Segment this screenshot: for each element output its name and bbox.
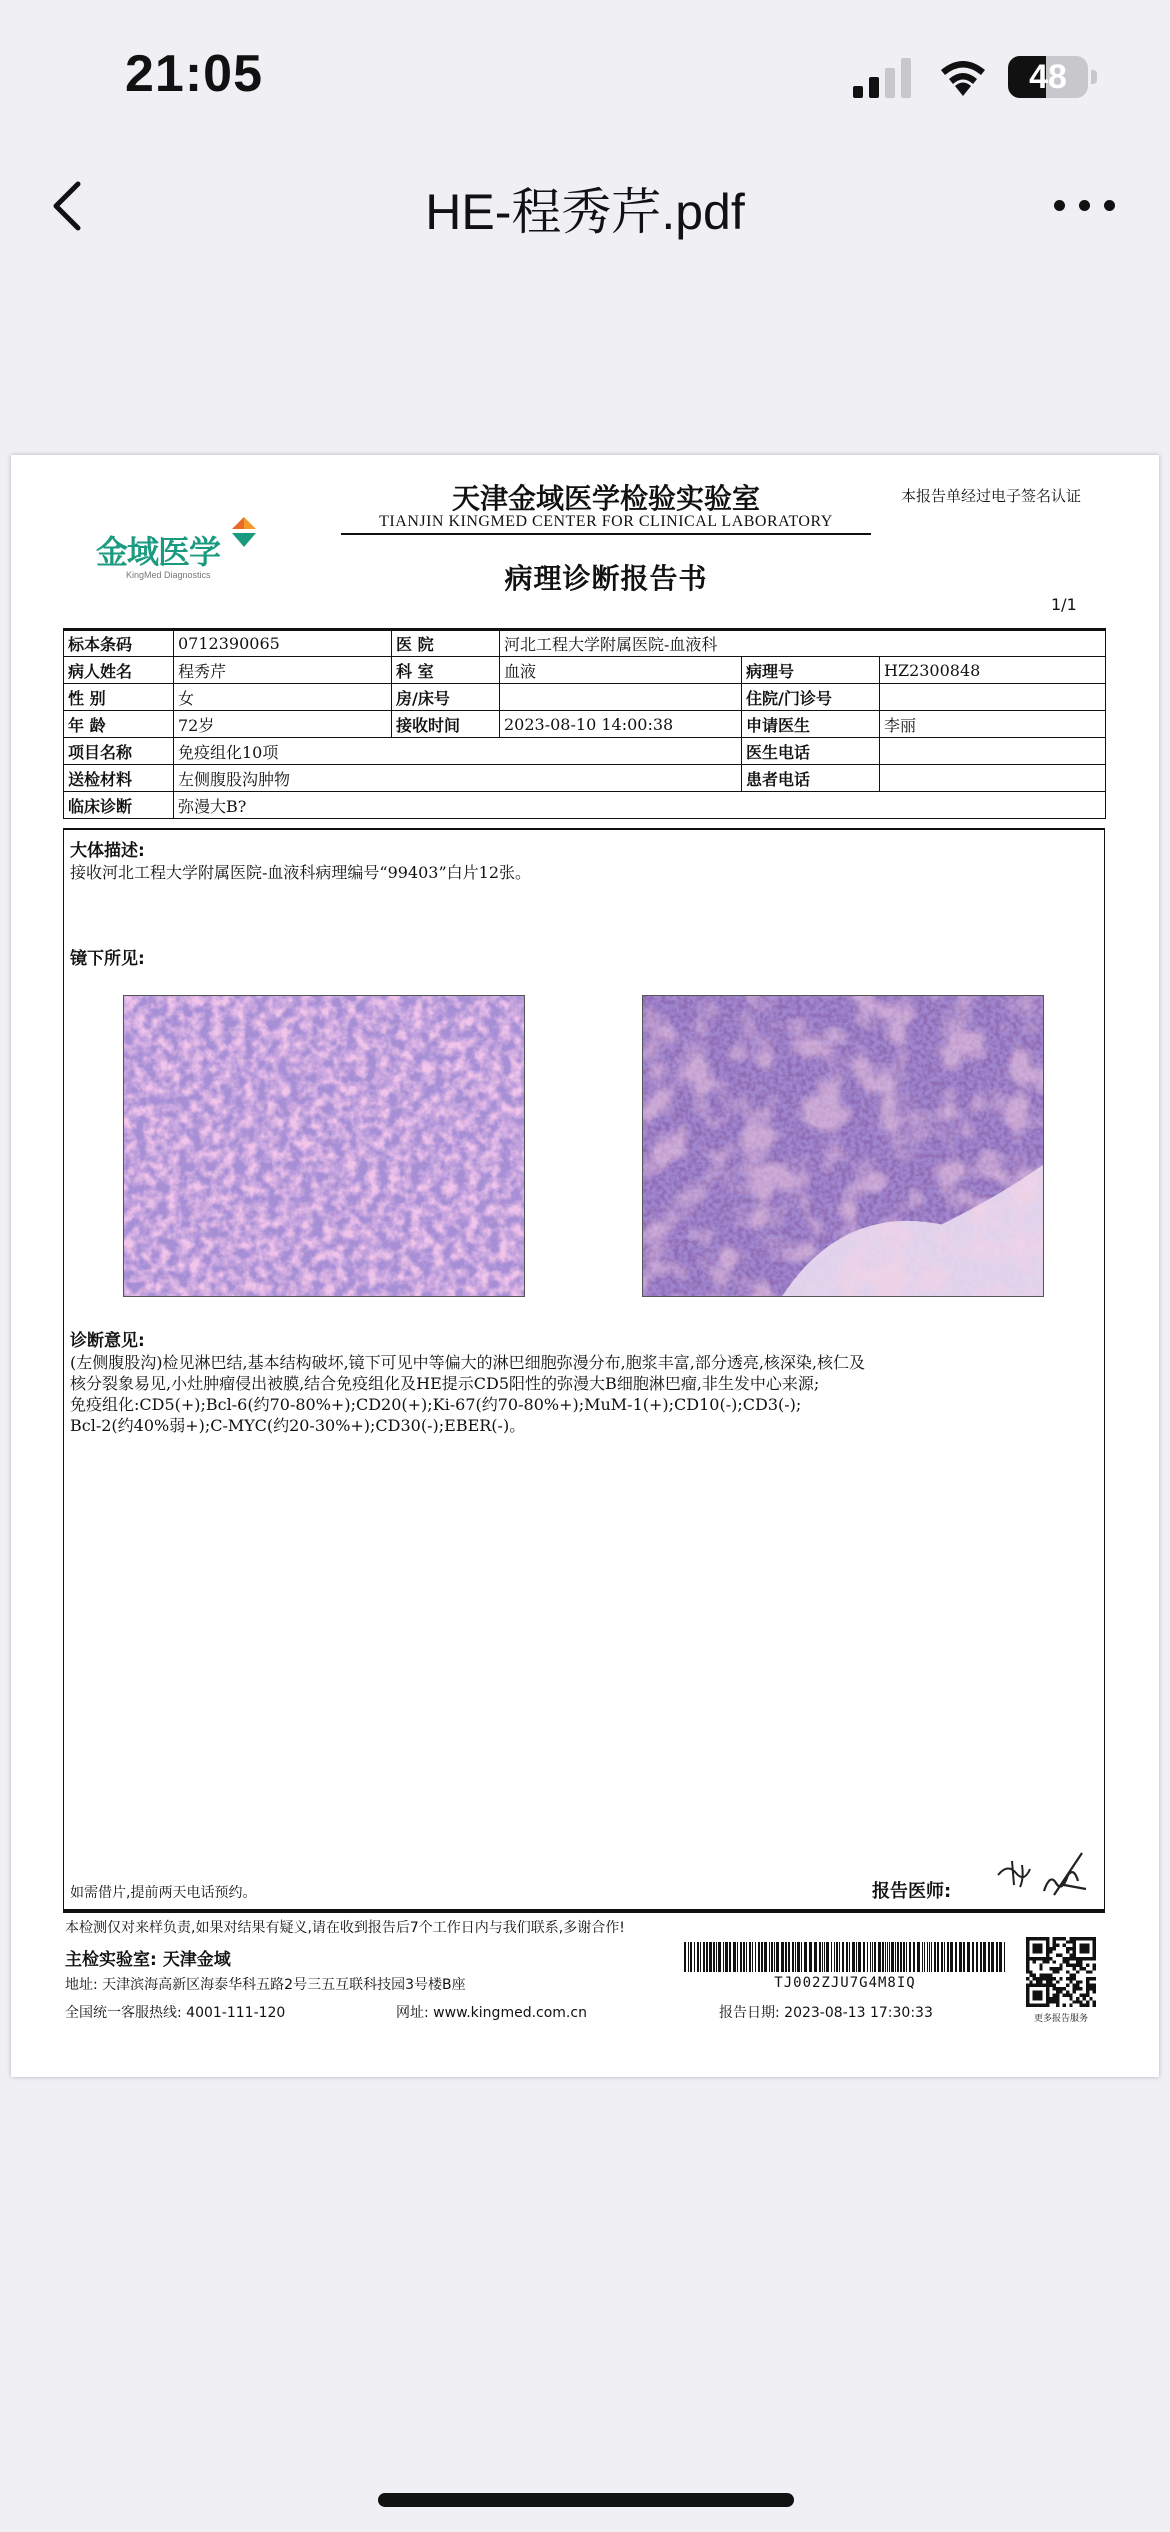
table-cell: 女: [174, 684, 392, 711]
service-hotline: 全国统一客服热线: 4001-111-120: [65, 2005, 286, 2021]
gross-description-label: 大体描述:: [70, 841, 145, 861]
table-cell: 李丽: [880, 711, 1106, 738]
table-row: [64, 630, 1106, 657]
table-cell: 标本条码: [64, 630, 174, 657]
diagnosis-text-line-2: 核分裂象易见,小灶肿瘤侵出被膜,结合免疫组化及HE提示CD5阳性的弥漫大B细胞淋巴瘤,非生发中心来源;: [70, 1374, 820, 1393]
page-number: 1/1: [1051, 595, 1077, 614]
table-cell: 性 别: [64, 684, 174, 711]
battery-percentage: 48: [1029, 58, 1067, 96]
barcode-image: [684, 1942, 1006, 1972]
table-cell: [880, 765, 1106, 792]
table-cell: 医 院: [392, 630, 500, 657]
lab-name-en: TIANJIN KINGMED CENTER FOR CLINICAL LABORATORY: [341, 513, 871, 535]
microscopic-label: 镜下所见:: [70, 949, 145, 969]
more-options-icon[interactable]: [1050, 180, 1120, 230]
host-lab: 主检实验室: 天津金域: [65, 1950, 231, 1970]
table-cell: 左侧腹股沟肿物: [174, 765, 742, 792]
navigation-bar: [0, 150, 1170, 265]
table-cell: 接收时间: [392, 711, 500, 738]
microscopy-image-low-power: [123, 995, 525, 1297]
back-chevron-icon[interactable]: [40, 176, 100, 236]
diagnosis-text-line-4: Bcl-2(约40%弱+);C-MYC(约20-30%+);CD30(-);EBER(-)。: [70, 1416, 526, 1435]
table-row: [64, 684, 1106, 711]
table-row: [64, 765, 1106, 792]
table-row: [64, 711, 1106, 738]
doctor-signature: [994, 1845, 1094, 1905]
home-indicator[interactable]: [378, 2493, 794, 2507]
table-cell: 弥漫大B?: [174, 792, 1106, 819]
status-bar: [0, 0, 1170, 150]
diagnosis-label: 诊断意见:: [70, 1331, 145, 1351]
slide-borrow-note: 如需借片,提前两天电话预约。: [70, 1885, 257, 1901]
status-time: 21:05: [125, 45, 263, 103]
battery-icon: [1008, 56, 1098, 98]
lab-name-cn: 天津金域医学检验实验室: [451, 482, 760, 515]
cellular-signal-icon: [853, 58, 913, 98]
table-cell: 血液: [500, 657, 742, 684]
website: 网址: www.kingmed.com.cn: [396, 2005, 587, 2021]
pdf-page[interactable]: [11, 455, 1159, 2077]
logo-subtext: KingMed Diagnostics: [126, 570, 211, 580]
table-cell: 项目名称: [64, 738, 174, 765]
table-cell: 科 室: [392, 657, 500, 684]
lab-address: 地址: 天津滨海高新区海泰华科五路2号三五互联科技园3号楼B座: [65, 1977, 466, 1993]
table-cell: 临床诊断: [64, 792, 174, 819]
report-date: 报告日期: 2023-08-13 17:30:33: [719, 2005, 933, 2021]
table-cell: 住院/门诊号: [742, 684, 880, 711]
table-cell: 病人姓名: [64, 657, 174, 684]
diagnosis-text-line-1: (左侧腹股沟)检见淋巴结,基本结构破坏,镜下可见中等偏大的淋巴细胞弥漫分布,胞浆丰富,部分透亮,核深染,核仁及: [70, 1353, 866, 1372]
table-row: [64, 738, 1106, 765]
disclaimer: 本检测仅对来样负责,如果对结果有疑义,请在收到报告后7个工作日内与我们联系,多谢合作!: [65, 1920, 625, 1936]
document-title: HE-程秀芹.pdf: [425, 184, 745, 240]
logo-mark-icon: [226, 515, 262, 551]
wifi-icon: [935, 56, 991, 98]
kingmed-logo: [96, 515, 266, 585]
logo-text: 金域医学: [96, 533, 221, 571]
table-cell: 72岁: [174, 711, 392, 738]
table-cell: [880, 738, 1106, 765]
microscopy-image-high-power: [642, 995, 1044, 1297]
qr-caption: 更多报告服务: [1033, 2014, 1088, 2024]
qr-code-icon[interactable]: [1026, 1937, 1096, 2007]
table-cell: [500, 684, 742, 711]
table-cell: 送检材料: [64, 765, 174, 792]
table-cell: [880, 684, 1106, 711]
gross-description-text: 接收河北工程大学附属医院-血液科病理编号“99403”白片12张。: [70, 863, 532, 882]
barcode-text: TJ002ZJU7G4M8IQ: [774, 1975, 916, 1991]
diagnosis-text-line-3: 免疫组化:CD5(+);Bcl-6(约70-80%+);CD20(+);Ki-67(约70-80%+);MuM-1(+);CD10(-);CD3(-);: [70, 1395, 802, 1414]
table-cell: 免疫组化10项: [174, 738, 742, 765]
table-cell: 2023-08-10 14:00:38: [500, 711, 742, 738]
table-cell: 房/床号: [392, 684, 500, 711]
footer-divider: [63, 1910, 1105, 1913]
table-cell: 河北工程大学附属医院-血液科: [500, 630, 1106, 657]
report-content: [63, 828, 1105, 1910]
table-cell: 0712390065: [174, 630, 392, 657]
table-cell: 医生电话: [742, 738, 880, 765]
report-title: 病理诊断报告书: [504, 562, 708, 595]
table-cell: 年 龄: [64, 711, 174, 738]
table-cell: 申请医生: [742, 711, 880, 738]
table-cell: HZ2300848: [880, 657, 1106, 684]
esign-note: 本报告单经过电子签名认证: [901, 487, 1082, 505]
table-row: [64, 657, 1106, 684]
patient-info-table: [63, 628, 1106, 819]
table-cell: 程秀芹: [174, 657, 392, 684]
report-doctor-label: 报告医师:: [872, 1881, 952, 1902]
table-cell: 病理号: [742, 657, 880, 684]
table-row: [64, 792, 1106, 819]
table-cell: 患者电话: [742, 765, 880, 792]
